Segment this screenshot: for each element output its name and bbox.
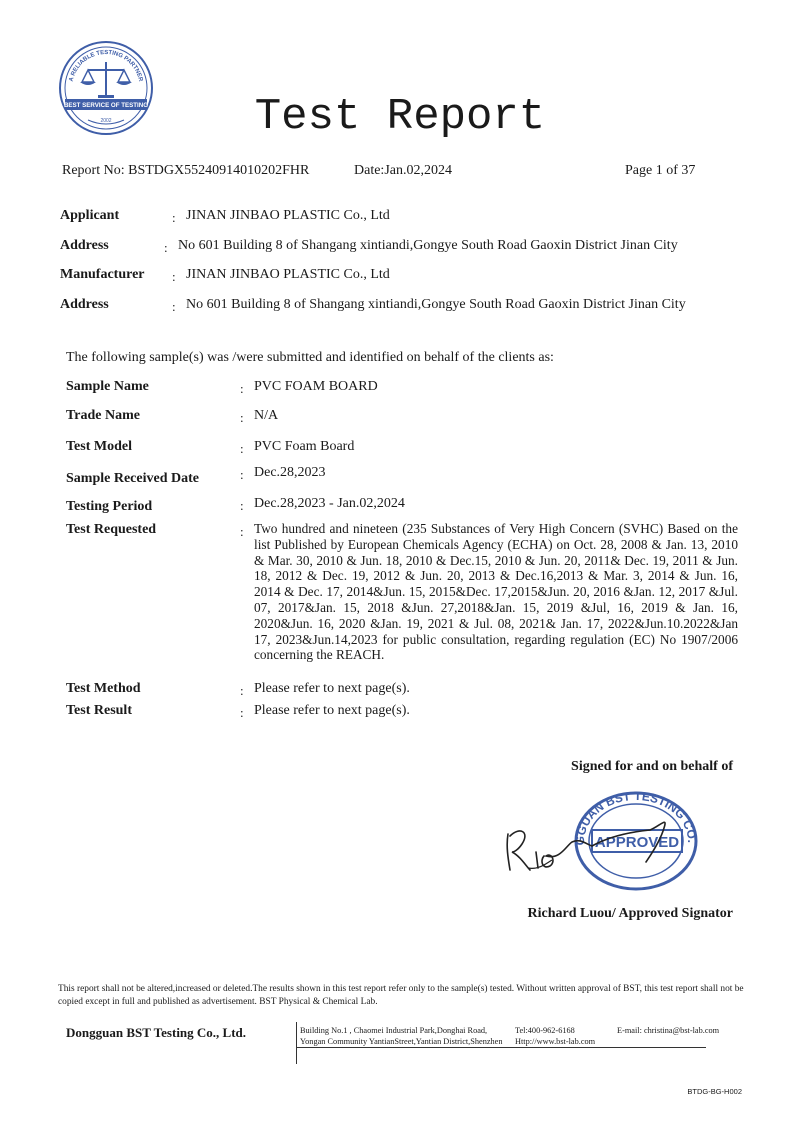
trade-name-label: Trade Name	[66, 408, 140, 423]
manufacturer-colon: :	[172, 269, 176, 284]
svg-text:APPROVED: APPROVED	[594, 834, 680, 851]
footer-address-line-1: Building No.1 , Chaomei Industrial Park,Donghai Road,	[300, 1026, 488, 1035]
test-model-value: PVC Foam Board	[254, 439, 355, 454]
footer-website[interactable]: Http://www.bst-lab.com	[515, 1037, 596, 1046]
received-date-value: Dec.28,2023	[254, 465, 326, 480]
trade-name-value: N/A	[254, 408, 279, 423]
document-code: BTDG-BG-H002	[687, 1087, 742, 1096]
sample-name-value: PVC FOAM BOARD	[254, 379, 378, 394]
applicant-label: Applicant	[60, 208, 120, 223]
applicant-address-value: No 601 Building 8 of Shangang xintiandi,Gongye South Road Gaoxin District Jinan City	[178, 238, 678, 253]
footer-divider-vertical	[296, 1022, 297, 1064]
sample-name-colon: :	[240, 381, 244, 396]
approved-stamp	[500, 786, 699, 889]
signed-for-text: Signed for and on behalf of	[571, 759, 733, 774]
testing-period-colon: :	[240, 498, 244, 513]
applicant-colon: :	[172, 210, 176, 225]
applicant-address-colon: :	[164, 240, 168, 255]
disclaimer-text: This report shall not be altered,increased or deleted.The results shown in this test report refer only to the sample(s) tested. Without written approval of BST, this test report shall not be copied except in full and published as advertisement. BST Physical & Chemical Lab.	[58, 984, 744, 1007]
testing-period-label: Testing Period	[66, 499, 153, 514]
page-number: Page 1 of 37	[625, 163, 696, 178]
report-number: Report No: BSTDGX55240914010202FHR	[62, 163, 310, 178]
signature-area	[500, 786, 740, 896]
received-date-label: Sample Received Date	[66, 471, 199, 486]
footer-company-name: Dongguan BST Testing Co., Ltd.	[66, 1025, 247, 1040]
test-requested-colon: :	[240, 524, 244, 539]
svg-text:2002: 2002	[100, 118, 112, 124]
test-method-label: Test Method	[66, 681, 141, 696]
received-date-colon: :	[240, 467, 244, 482]
test-result-value: Please refer to next page(s).	[254, 703, 410, 718]
test-model-colon: :	[240, 441, 244, 456]
svg-text:BEST SERVICE OF TESTING: BEST SERVICE OF TESTING	[63, 102, 149, 109]
footer-tel: Tel:400-962-6168	[515, 1026, 575, 1035]
manufacturer-label: Manufacturer	[60, 267, 145, 282]
test-method-colon: :	[240, 683, 244, 698]
test-requested-label: Test Requested	[66, 522, 157, 537]
test-model-label: Test Model	[66, 439, 132, 454]
test-result-colon: :	[240, 705, 244, 720]
test-result-label: Test Result	[66, 703, 132, 718]
applicant-value: JINAN JINBAO PLASTIC Co., Ltd	[186, 208, 390, 223]
manufacturer-address-value: No 601 Building 8 of Shangang xintiandi,Gongye South Road Gaoxin District Jinan City	[186, 297, 686, 312]
svg-text:DONGGUAN BST TESTING CO., LTD: GGUAN BST TESTING CO.	[572, 788, 700, 846]
testing-period-value: Dec.28,2023 - Jan.02,2024	[254, 496, 405, 511]
trade-name-colon: :	[240, 410, 244, 425]
footer-address-line-2: Yongan Community YantianStreet,Yantian District,Shenzhen	[300, 1037, 503, 1046]
report-date: Date:Jan.02,2024	[354, 163, 452, 178]
footer-divider-horizontal	[296, 1047, 706, 1048]
svg-text:A RELIABLE TESTING PARTNER: A RELIABLE TESTING PARTNER	[68, 49, 144, 83]
page-title: Test Report	[254, 92, 546, 142]
signatory-name: Richard Luou/ Approved Signator	[527, 906, 733, 921]
sample-name-label: Sample Name	[66, 379, 149, 394]
footer-email[interactable]: E-mail: christina@bst-lab.com	[617, 1026, 720, 1035]
manufacturer-address-label: Address	[60, 297, 109, 312]
test-requested-value: Two hundred and nineteen (235 Substances of Very High Concern (SVHC) Based on the list Published by European Chemicals Agency (ECHA) on Oct. 28, 2008 & Jan. 13, 2010 & Mar. 30, 2010 & Jun. 18, 2010 & Dec.15, 2010 & Jun. 20, 2011& Dec. 19, 2011 & Jun. 18, 2012 & Dec. 19, 2012 & Jun. 20, 2013 & Dec.16,2013 & Mar. 3, 2014 & Jun. 16, 2014 & Dec. 17, 2014&Jun. 15, 2015&Dec. 17,2015&Jun. 20, 2016 &Jan. 12, 2017 &Jul. 07, 2017&Jan. 15, 2018 &Jun. 27,2018&Jan. 15, 2019 &Jul, 16, 2019 & Jan. 16, 2020&Jun. 16, 2020 &Jan. 19, 2021 & Jul. 08, 2021& Jan. 17, 2022&Jun.10.2022&Jan 17, 2023&Jun.14,2023 for public consultation, regarding regulation (EC) No 1907/2006 concerning the REACH.	[254, 521, 738, 663]
intro-text: The following sample(s) was /were submitted and identified on behalf of the clients as:	[66, 350, 554, 365]
test-method-value: Please refer to next page(s).	[254, 681, 410, 696]
manufacturer-value: JINAN JINBAO PLASTIC Co., Ltd	[186, 267, 390, 282]
manufacturer-address-colon: :	[172, 299, 176, 314]
applicant-address-label: Address	[60, 238, 109, 253]
